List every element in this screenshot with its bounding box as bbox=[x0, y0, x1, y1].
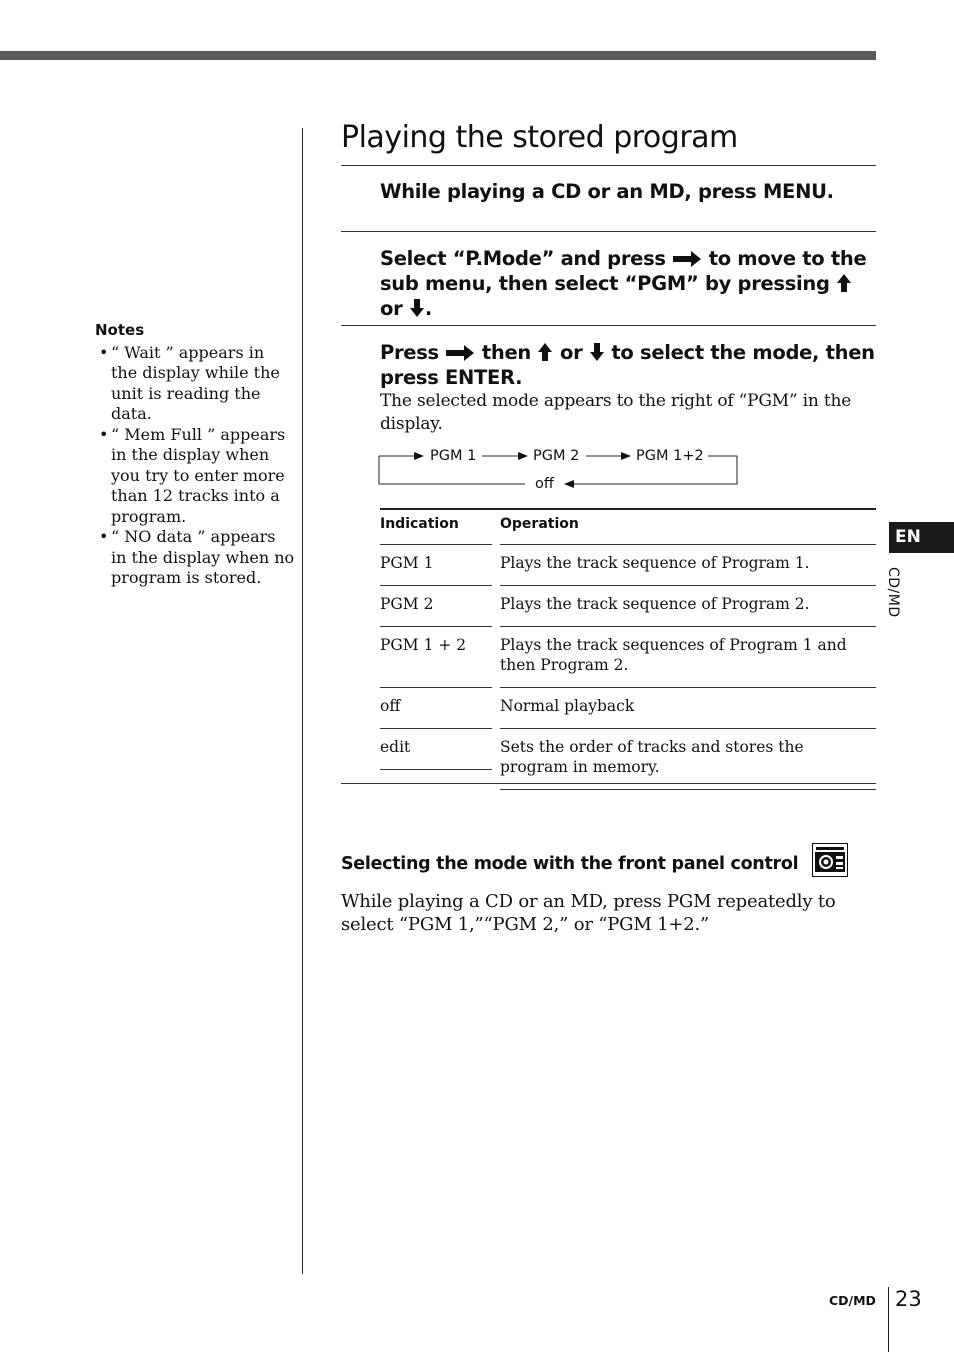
table-row bbox=[380, 728, 876, 790]
right-arrow-icon bbox=[672, 250, 702, 268]
language-tab: EN bbox=[889, 522, 954, 553]
front-panel-icon bbox=[812, 843, 848, 877]
indication-cell: PGM 2 bbox=[380, 585, 492, 626]
page-number: 23 bbox=[895, 1287, 922, 1311]
step-3-text-d: to select the mode, then press ENTER. bbox=[380, 341, 875, 389]
up-arrow-icon bbox=[836, 273, 852, 293]
down-arrow-icon bbox=[589, 342, 605, 362]
step-3-description: The selected mode appears to the right of “PGM” in the display. bbox=[380, 391, 852, 434]
table-header-indication: Indication bbox=[380, 509, 492, 544]
step-divider bbox=[341, 325, 876, 326]
step-3 bbox=[380, 340, 880, 390]
up-arrow-icon bbox=[537, 342, 553, 362]
indication-cell: PGM 1 bbox=[380, 544, 492, 585]
table-row bbox=[380, 585, 876, 626]
section-end-rule bbox=[341, 783, 876, 784]
step-2-text-d: . bbox=[424, 297, 433, 320]
step-2-text-a: Select “P.Mode” and press bbox=[380, 247, 666, 270]
diagram-label-pgm12: PGM 1+2 bbox=[636, 448, 704, 464]
step-3-text-c: or bbox=[559, 341, 583, 364]
page-title: Playing the stored program bbox=[341, 120, 738, 155]
diagram-label-off: off bbox=[535, 476, 554, 492]
operation-cell: Plays the track sequences of Program 1 and then Program 2. bbox=[500, 626, 876, 687]
notes-box bbox=[95, 320, 295, 589]
operation-cell: Plays the track sequence of Program 2. bbox=[500, 585, 876, 626]
step-2 bbox=[380, 246, 880, 321]
mode-table bbox=[380, 508, 876, 790]
table-row bbox=[380, 626, 876, 687]
front-panel-description: While playing a CD or an MD, press PGM repeatedly to select “PGM 1,”“PGM 2,” or “PGM 1+2.” bbox=[341, 891, 836, 935]
note-item: • “ NO data ” appears in the display when no program is stored. bbox=[95, 527, 295, 589]
mode-cycle-diagram bbox=[378, 444, 740, 492]
step-2-text-c: or bbox=[380, 297, 403, 320]
down-arrow-icon bbox=[409, 298, 425, 318]
table-row bbox=[380, 544, 876, 585]
indication-cell: off bbox=[380, 687, 492, 728]
operation-cell: Sets the order of tracks and stores the program in memory. bbox=[500, 728, 876, 790]
section-side-label: CD/MD bbox=[885, 567, 901, 618]
notes-list bbox=[95, 343, 295, 589]
step-1-text: While playing a CD or an MD, press MENU. bbox=[380, 180, 834, 203]
table-header-row bbox=[380, 509, 876, 544]
front-panel-heading: Selecting the mode with the front panel control bbox=[341, 854, 799, 874]
operation-cell: Normal playback bbox=[500, 687, 876, 728]
step-1 bbox=[380, 179, 880, 204]
note-item: • “ Wait ” appears in the display while the unit is reading the data. bbox=[95, 343, 295, 425]
footer-divider bbox=[888, 1287, 889, 1352]
operation-cell: Plays the track sequence of Program 1. bbox=[500, 544, 876, 585]
notes-heading: Notes bbox=[95, 321, 145, 339]
column-divider bbox=[302, 128, 303, 1274]
diagram-label-pgm1: PGM 1 bbox=[430, 448, 477, 464]
right-arrow-icon bbox=[445, 344, 475, 362]
footer-section-label: CD/MD bbox=[829, 1293, 876, 1308]
table-header-operation: Operation bbox=[492, 509, 876, 544]
step-3-text-a: Press bbox=[380, 341, 439, 364]
table-row bbox=[380, 687, 876, 728]
header-bar bbox=[0, 51, 876, 60]
step-2-text-b: to move to the sub menu, then select “PGM” by pressing bbox=[380, 247, 867, 295]
note-item: • “ Mem Full ” appears in the display when you try to enter more than 12 tracks into a program. bbox=[95, 425, 295, 528]
step-divider bbox=[341, 231, 876, 232]
indication-cell: PGM 1 + 2 bbox=[380, 626, 492, 667]
diagram-label-pgm2: PGM 2 bbox=[533, 448, 580, 464]
indication-cell: edit bbox=[380, 728, 492, 770]
title-rule bbox=[341, 165, 876, 166]
step-3-text-b: then bbox=[481, 341, 531, 364]
